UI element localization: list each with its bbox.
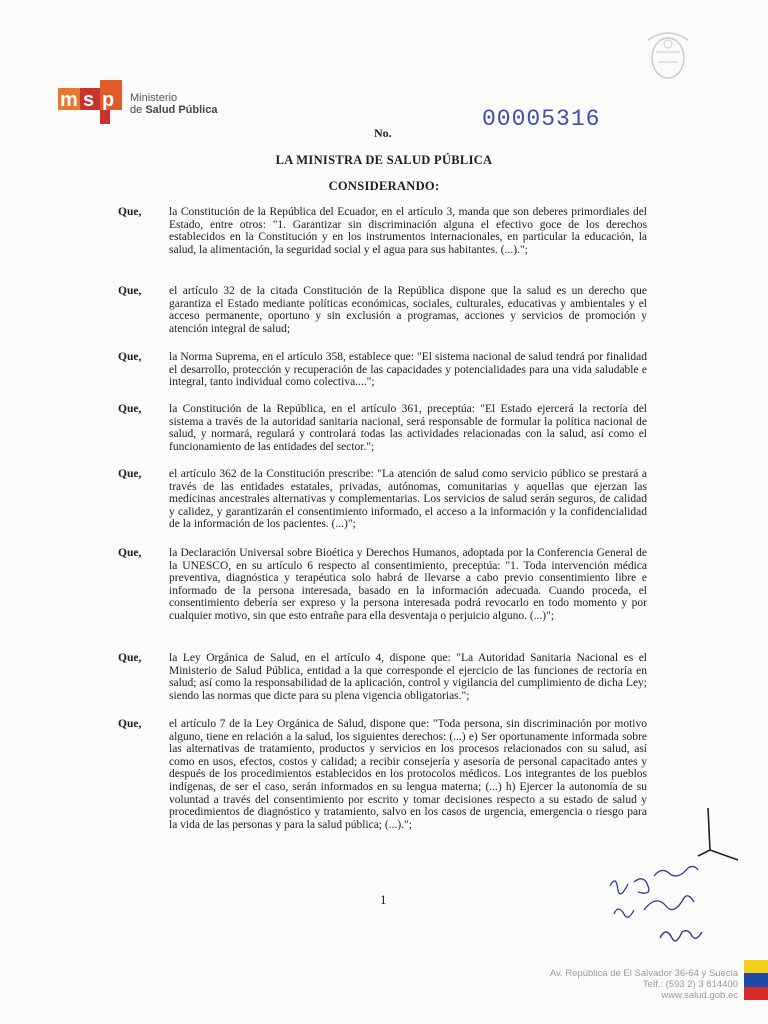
ecuador-flag-stripe [744,960,768,1000]
clause-text: el artículo 32 de la citada Constitución de la República dispone que la salud es un derecho que garantiza el Estado mediante políticas económicas, sociales, culturales, educativas y ambientales y el acceso permanente, oportuno y sin exclusión a programas, acciones y servicios de promoción y atención integral de salud; [169,285,647,335]
number-label: No. [374,126,392,140]
footer-line-3: www.salud.gob.ec [661,990,738,1001]
flag-blue-band [744,973,768,986]
clause-label: Que, [118,351,142,363]
page-number: 1 [380,892,387,907]
clause-text: la Declaración Universal sobre Bioética y Derechos Humanos, adoptada por la Conferencia General de la UNESCO, en su artículo 6 respecto al consentimiento, preceptúa: "1. Toda intervención médica preventiva, diagnóstica y terapéutica solo habrá de llevarse a cabo previo consentimiento libre e informado de la persona interesada, basado en la información adecuada. Cuando proceda, el consentimiento debería ser expreso y la persona interesada podrá revocarlo en todo momento y por cualquier motivo, sin que esto entrañe para ella desventaja o perjuicio alguno. (...)"; [169,547,647,622]
msp-logo-mark [58,80,124,126]
clause-label: Que, [118,468,142,480]
clause-label: Que, [118,403,142,415]
clause-text: el artículo 7 de la Ley Orgánica de Salud, dispone que: "Toda persona, sin discriminación por motivo alguno, tiene en relación a la salud, los siguientes derechos: (...) e) Ser oportunamente informada sobre las alternativas de tratamiento, productos y servicios en los procesos relacionados con su salud, así como en usos, efectos, costos y calidad; a recibir consejería y asesoría de personal capacitado antes y después de los procedimientos establecidos en los protocolos médicos. Los integrantes de los pueblos indígenas, de ser el caso, serán informados en su lengua materna; (...) h) Ejercer la autonomía de su voluntad a través del consentimiento por escrito y tomar decisiones respecto a su estado de salud y procedimientos de diagnóstico y tratamiento, salvo en los casos de urgencia, emergencia o riesgo para la vida de las personas y para la salud pública; (...)."; [169,718,647,831]
svg-text:s: s [83,89,95,111]
coat-of-arms-seal [636,22,700,86]
clause-label: Que, [118,652,142,664]
logo-line-1: Ministerio [130,92,178,104]
svg-text:p: p [102,89,115,111]
footer-line-1: Av. República de El Salvador 36-64 y Suecia [549,968,738,979]
footer-address [478,968,738,1001]
clause-text: el artículo 362 de la Constitución prescribe: "La atención de salud como servicio público se prestará a través de las entidades estatales, privadas, autónomas, comunitarias y aquellas que ejerzan las medicinas ancestrales alternativas y complementarias. Los servicios de salud serán seguros, de calidad y calidez, y garantizarán el consentimiento informado, el acceso a la información y la confidencialidad de la información de los pacientes. (...)"; [169,468,647,531]
clause-text: la Ley Orgánica de Salud, en el artículo 4, dispone que: "La Autoridad Sanitaria Nacional es el Ministerio de Salud Pública, entidad a la que corresponde el ejercicio de las funciones de rectoría en salud; así como la responsabilidad de la aplicación, control y vigilancia del cumplimiento de dicha Ley; siendo las normas que dicte para su plena vigencia obligatorias."; [169,652,647,702]
clause-text: la Norma Suprema, en el artículo 358, establece que: "El sistema nacional de salud tendrá por finalidad el desarrollo, protección y recuperación de las capacidades y potencialidades para una vida saludable e integral, tanto individual como colectiva...."; [169,351,647,389]
flag-red-band [744,987,768,1000]
clause-label: Que, [118,206,142,218]
clause-label: Que, [118,718,142,730]
document-number-stamp: 00005316 [482,106,601,132]
clause-label: Que, [118,285,142,297]
logo-line-2 [130,104,217,116]
svg-text:m: m [60,89,78,111]
clause-label: Que, [118,547,142,559]
footer-line-2: Telf.: (593 2) 3 814400 [642,979,738,990]
clause-text: la Constitución de la República del Ecuador, en el artículo 3, manda que son deberes primordiales del Estado, entre otros: "1. Garantizar sin discriminación alguna el efectivo goce de los derechos establecidos en la Constitución y en los instrumentos internacionales, en particular la educación, la salud, la alimentación, la seguridad social y el agua para sus habitantes. (...)."; [169,206,647,256]
handwritten-initials [590,790,768,960]
clause-text: la Constitución de la República, en el artículo 361, preceptúa: "El Estado ejercerá la rectoría del sistema a través de la autoridad sanitaria nacional, será responsable de formular la política nacional de salud, y normará, regulará y controlará todas las actividades relacionadas con la salud, así como el funcionamiento de las entidades del sector."; [169,403,647,453]
document-title: LA MINISTRA DE SALUD PÚBLICA [275,153,493,167]
ministry-logo [58,80,238,130]
flag-yellow-band [744,960,768,973]
document-subtitle: CONSIDERANDO: [328,179,440,193]
logo-line-2-bold: Salud Pública [145,104,218,116]
logo-text [130,92,217,116]
logo-line-2-prefix: de [130,104,143,116]
